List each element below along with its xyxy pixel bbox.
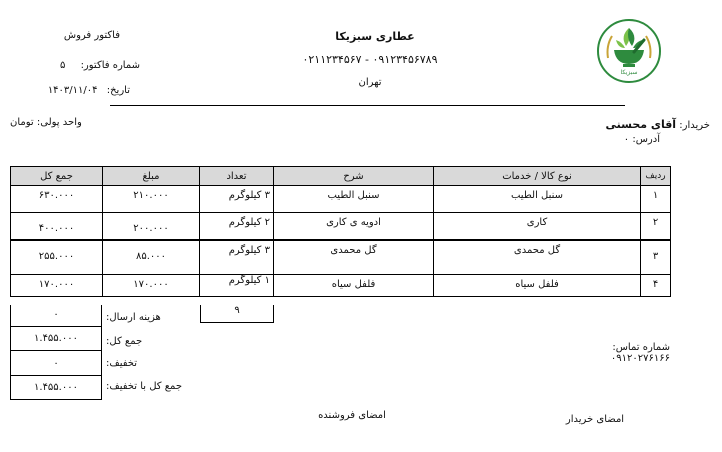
grand-total-label: جمع کل: (106, 336, 143, 347)
discount-value: ۰ (10, 351, 102, 376)
row-type: فلفل سیاه (434, 275, 641, 297)
row-qty: ۳ کیلوگرم (200, 240, 274, 275)
qty-total-box: ۹ (200, 305, 274, 323)
grand-total-value: ۱.۴۵۵.۰۰۰ (10, 327, 102, 351)
buyer-name: آقای محسنی (605, 118, 677, 131)
row-amount: ۱۷۰.۰۰۰ (103, 275, 200, 297)
row-qty: ۲ کیلوگرم (200, 213, 274, 240)
row-total: ۱۷۰.۰۰۰ (11, 275, 103, 297)
discount-label: تخفیف: (106, 358, 138, 369)
store-city: تهران (358, 77, 382, 88)
items-table (10, 166, 671, 297)
total-after-discount-value: ۱.۴۵۵.۰۰۰ (10, 376, 102, 400)
row-amount: ۲۱۰.۰۰۰ (103, 186, 200, 213)
invoice-date: ۱۴۰۳/۱۱/۰۴ (47, 85, 98, 96)
row-description: گل محمدی (274, 240, 434, 275)
date-row (30, 85, 130, 96)
currency-label: واحد پولی: (36, 117, 82, 128)
buyer-signature: امضای خریدار (565, 414, 625, 425)
row-description: سنبل الطیب (274, 186, 434, 213)
table-row (11, 240, 671, 275)
header-amount: مبلغ (103, 167, 200, 186)
invoice-number-label: شماره فاکتور: (80, 60, 140, 71)
row-number: ۱ (641, 186, 671, 213)
row-amount: ۲۰۰.۰۰۰ (103, 213, 200, 240)
table-header-row (11, 167, 671, 186)
row-type: گل محمدی (434, 240, 641, 275)
total-after-discount-label: جمع کل با تخفیف: (106, 381, 183, 392)
row-number: ۳ (641, 240, 671, 275)
row-number: ۴ (641, 275, 671, 297)
row-total: ۲۵۵.۰۰۰ (11, 240, 103, 275)
row-description: فلفل سیاه (274, 275, 434, 297)
row-type: کاری (434, 213, 641, 240)
date-label: تاریخ: (106, 85, 130, 96)
header-description: شرح (274, 167, 434, 186)
seller-signature: امضای فروشنده (318, 410, 386, 421)
header-row: ردیف (641, 167, 671, 186)
table-row (11, 275, 671, 297)
buyer-row (520, 118, 710, 131)
currency-value: تومان (10, 117, 34, 128)
address-row (560, 134, 660, 145)
header-qty: تعداد (200, 167, 274, 186)
row-amount: ۸۵.۰۰۰ (103, 240, 200, 275)
currency-row (10, 117, 120, 128)
table-row (11, 186, 671, 213)
logo-text: سبزیکا (620, 69, 638, 76)
contact-row (560, 342, 670, 364)
contact-phone: ۰۹۱۲۰۲۷۶۱۶۶ (610, 353, 670, 364)
invoice-number-row (40, 60, 140, 71)
row-number: ۲ (641, 213, 671, 240)
shipping-value: ۰ (10, 305, 102, 327)
row-total: ۴۰۰.۰۰۰ (11, 213, 103, 240)
table-row (11, 213, 671, 240)
header-divider (110, 105, 625, 106)
header-total: جمع کل (11, 167, 103, 186)
document-type: فاکتور فروش (63, 30, 120, 41)
address-label: آدرس: (632, 134, 660, 145)
shipping-label: هزینه ارسال: (106, 312, 161, 323)
row-qty: ۳ کیلوگرم (200, 186, 274, 213)
contact-label: شماره تماس: (612, 342, 670, 353)
row-description: ادویه ی کاری (274, 213, 434, 240)
row-qty: ۱ کیلوگرم (200, 275, 274, 297)
invoice-number: ۵ (60, 60, 66, 71)
row-total: ۶۳۰.۰۰۰ (11, 186, 103, 213)
store-logo (596, 18, 662, 84)
header-type: نوع کالا / خدمات (434, 167, 641, 186)
store-phones: ۰۲۱۱۲۳۴۵۶۷ - ۰۹۱۲۳۴۵۶۷۸۹ (302, 53, 438, 66)
address-value: ۰ (623, 134, 630, 145)
row-type: سنبل الطیب (434, 186, 641, 213)
buyer-label: خریدار: (679, 120, 710, 131)
store-name: عطاری سبزیکا (335, 30, 415, 43)
